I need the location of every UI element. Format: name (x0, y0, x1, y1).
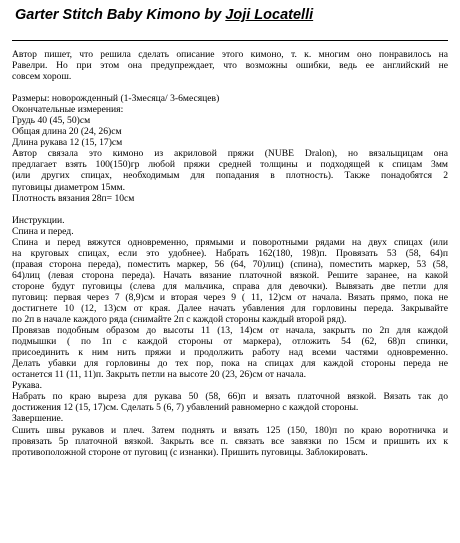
back-front-line: по 2п в начале каждого ряда (снимайте 2п с каждой стороны каждый второй ряд). (12, 314, 347, 326)
sleeve-length-measurement: Длина рукава 12 (15, 17)см (12, 137, 123, 149)
back-front-line: Провязав подобным образом до высоты 11 (13, 14)см от начала, закрыть по 2п для каждой (12, 325, 448, 337)
yarn-line: (или других спицах, необходимым для попадания в плотность). Также понадобятся 2 (12, 170, 448, 182)
chest-measurement: Грудь 40 (45, 50)см (12, 115, 91, 127)
back-front-line: Спина и перед вяжутся одновременно, прямыми и поворотными рядами на двух спицах (или (12, 236, 448, 248)
back-front-line: подмышки ( по 1п с каждой стороны от маркера), отложить 54 (62, 68)п спинки, (12, 336, 448, 348)
back-front-line: на круговых спицах, если это удобнее). Набрать 162(180, 198)п. Провязать 53 (58, 64)п (12, 247, 448, 259)
sizes-line: Размеры: новорожденный (1-3месяца/ 3-6месяцев) (12, 93, 220, 105)
sleeve-heading: Рукава. (12, 380, 42, 392)
back-front-line: (правая сторона переда), поместить маркер, 56 (64, 70)лиц) (спина), поместить маркер, 53 (58, (12, 258, 448, 270)
finishing-heading: Завершение. (12, 413, 64, 425)
title-prefix: Garter Stitch Baby Kimono by (15, 7, 226, 23)
spacer (12, 204, 448, 215)
back-front-line: останется 11 (11, 11)п. Закрыть петли на высоте 20 (23, 26)см от начала. (12, 369, 306, 381)
title-author-link[interactable]: Joji Locatelli (225, 7, 314, 23)
sizes-block (12, 93, 448, 148)
spacer (12, 82, 448, 93)
instructions-section (12, 215, 448, 381)
back-front-line: стороне будут пуговицы (слева для мальчика, справа для девочки). Вывязать две петли для (12, 280, 448, 292)
yarn-line: Автор связала это кимоно из акриловой пряжи (NUBE Dralon), но вязальщицам она (12, 148, 448, 160)
finishing-line: Сшить швы рукавов и плеч. Затем поднять и вязать 125 (150, 180)п по краю воротничка и (12, 424, 448, 436)
intro-paragraph (12, 49, 448, 82)
yarn-line: предлагает взять 100(150)гр любой пряжи средней толщины и подходящей к спицам 3мм (12, 159, 448, 171)
intro-line: совсем хорош. (12, 71, 72, 83)
back-front-heading: Спина и перед. (12, 225, 74, 237)
sleeve-line: достижения 12 (15, 17)см. Сделать 5 (6, 7) убавлений равномерно с каждой стороны. (12, 402, 359, 414)
title-rule (12, 40, 448, 41)
intro-line: Равелри. Но при этом она предупреждает, что возможны ошибки, ведь ее английский не (12, 60, 448, 72)
total-length-measurement: Общая длина 20 (24, 26)см (12, 126, 122, 138)
document-title (15, 6, 448, 24)
finishing-line: провязать 5р платочной вязкой. Закрыть все п. связать все завязки по 15см и пришить их к (12, 435, 448, 447)
finishing-line: противоположной стороне от пуговиц (с изнанки). Пришить пуговицы. Заблокировать. (12, 446, 368, 458)
back-front-line: присоединить к ним нить пряжи и продолжить работу над всеми частями одновременно. (12, 347, 448, 359)
gauge-line: Плотность вязания 28п= 10см (12, 192, 135, 204)
back-front-line: Делать убавки для горловины до тех пор, пока на спицах для каждой стороны переда не (12, 358, 448, 370)
final-measurements-label: Окончательные измерения: (12, 104, 124, 116)
intro-line: Автор пишет, что решила сделать описание этого кимоно, т. к. многим оно понравилось на (12, 49, 448, 60)
document-body (12, 49, 448, 458)
back-front-line: 64)лиц (левая сторона переда). Начать вязание платочной вязкой. Решите заранее, на какой (12, 269, 448, 281)
finishing-section (12, 413, 448, 457)
back-front-line: достигнете 10 (12, 13)см от края. Далее начать убавления для горловины переда. Закрывайте (12, 302, 448, 314)
yarn-paragraph (12, 148, 448, 203)
instructions-heading: Инструкции. (12, 214, 65, 226)
sleeve-line: Набрать по краю выреза для рукава 50 (58, 66)п и вязать платочной вязкой. Вязать так до (12, 391, 448, 403)
yarn-line: пуговицы диаметром 15мм. (12, 181, 125, 193)
back-front-line: пуговиц: первая через 7 (8,9)см и вторая через 9 ( 11, 12)см от начала. Вязать прямо, пока не (12, 291, 448, 303)
sleeve-section (12, 380, 448, 413)
